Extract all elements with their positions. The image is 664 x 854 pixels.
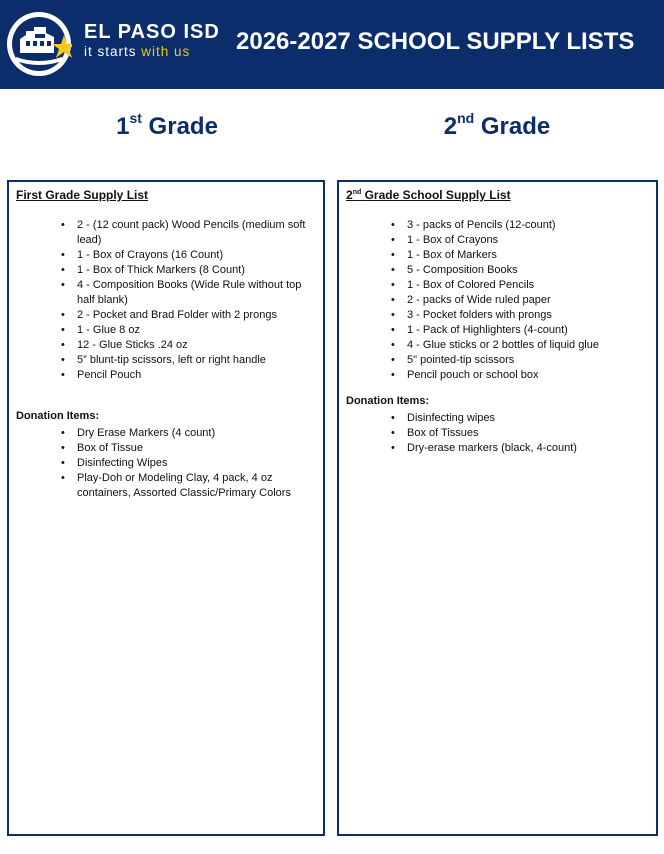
grade-1-supply-list <box>61 218 311 383</box>
grade-1-heading-word: Grade <box>141 113 218 140</box>
grade-2-list-title-rest: Grade School Supply List <box>361 188 511 202</box>
grade-2-heading-num: 2 <box>443 113 458 140</box>
donation-list-item: • Dry Erase Markers (4 count) <box>61 426 301 441</box>
tagline-accent: with us <box>141 44 191 59</box>
supply-list-item: • 5" pointed-tip scissors <box>391 353 641 368</box>
supply-list-item: • 1 - Box of Markers <box>391 248 641 263</box>
grade-1-heading <box>2 110 332 144</box>
supply-list-item: • 2 - (12 count pack) Wood Pencils (medium soft lead) <box>61 218 311 248</box>
supply-list-item: • 1 - Glue 8 oz <box>61 323 311 338</box>
supply-list-item: • 1 - Box of Crayons (16 Count) <box>61 248 311 263</box>
supply-list-item: • 4 - Glue sticks or 2 bottles of liquid glue <box>391 338 641 353</box>
grade-2-list-title <box>346 188 511 202</box>
supply-list-item: • 12 - Glue Sticks .24 oz <box>61 338 311 353</box>
grade-2-supply-panel <box>337 180 658 836</box>
supply-list-item: • 3 - packs of Pencils (12-count) <box>391 218 641 233</box>
grade-2-supply-list <box>391 218 641 383</box>
supply-list-item: • Pencil Pouch <box>61 368 311 383</box>
donation-list-item: • Disinfecting Wipes <box>61 456 301 471</box>
grade-1-supply-panel <box>7 180 325 836</box>
donation-list-item: • Box of Tissue <box>61 441 301 456</box>
donation-list-item: • Dry-erase markers (black, 4-count) <box>391 441 651 456</box>
supply-list-item: • 3 - Pocket folders with prongs <box>391 308 641 323</box>
grade-1-donation-list <box>61 426 301 501</box>
donation-list-item: • Box of Tissues <box>391 426 651 441</box>
grade-2-list-title-num: 2 <box>346 188 353 202</box>
donation-list-item: • Play-Doh or Modeling Clay, 4 pack, 4 oz containers, Assorted Classic/Primary Colors <box>61 471 301 501</box>
district-name: EL PASO ISD <box>84 21 220 43</box>
page-title: 2026-2027 SCHOOL SUPPLY LISTS <box>236 28 635 55</box>
grade-2-donation-list <box>391 411 651 456</box>
district-tagline <box>84 44 190 60</box>
grade-1-list-title: First Grade Supply List <box>16 188 149 202</box>
tagline-start: it starts <box>84 44 142 59</box>
supply-list-item: • 2 - packs of Wide ruled paper <box>391 293 641 308</box>
grade-2-heading-word: Grade <box>474 113 551 140</box>
supply-list-item: • 1 - Box of Thick Markers (8 Count) <box>61 263 311 278</box>
supply-list-item: • 4 - Composition Books (Wide Rule without top half blank) <box>61 278 311 308</box>
grade-1-donation-title: Donation Items: <box>16 410 100 422</box>
supply-list-item: • 1 - Box of Colored Pencils <box>391 278 641 293</box>
el-paso-isd-logo <box>6 11 72 77</box>
grade-1-heading-num: 1 <box>116 113 130 140</box>
supply-list-item: • 5” blunt-tip scissors, left or right handle <box>61 353 311 368</box>
grade-2-heading-sup: nd <box>457 110 475 126</box>
supply-list-item: • 5 - Composition Books <box>391 263 641 278</box>
supply-list-item: • 1 - Box of Crayons <box>391 233 641 248</box>
grade-2-list-title-sup: nd <box>352 189 362 196</box>
supply-list-item: • Pencil pouch or school box <box>391 368 641 383</box>
grade-2-donation-title: Donation Items: <box>346 395 430 407</box>
header-banner <box>0 0 664 89</box>
donation-list-item: • Disinfecting wipes <box>391 411 651 426</box>
grade-1-heading-sup: st <box>129 110 142 126</box>
supply-list-item: • 1 - Pack of Highlighters (4-count) <box>391 323 641 338</box>
supply-list-item: • 2 - Pocket and Brad Folder with 2 prongs <box>61 308 311 323</box>
grade-2-heading <box>332 110 662 144</box>
